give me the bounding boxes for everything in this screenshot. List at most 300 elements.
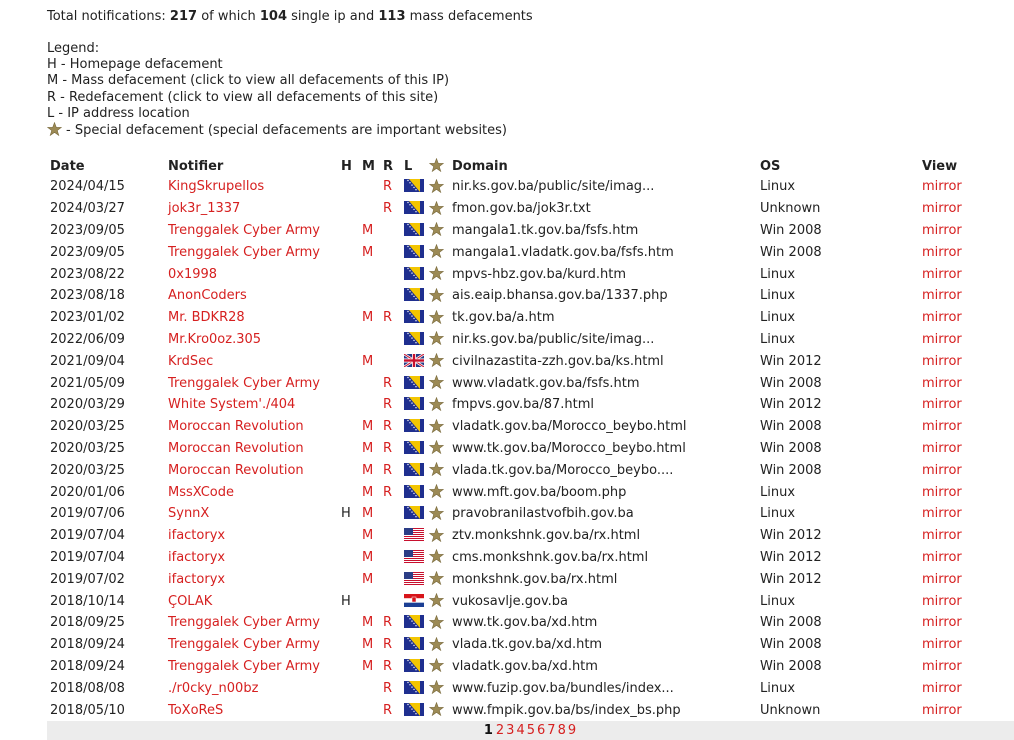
row-domain: vladatk.gov.ba/Morocco_beybo.html [452,419,687,435]
row-notifier-link[interactable]: ToXoReS [168,702,224,718]
bosnia-flag-icon [404,703,424,716]
row-notifier-link[interactable]: 0x1998 [168,266,218,282]
row-notifier-link[interactable]: Moroccan Revolution [168,462,304,478]
bosnia-flag-icon [404,332,424,345]
star-icon [429,528,444,542]
croatia-flag-icon [404,594,424,607]
row-os: Win 2012 [760,528,822,544]
row-notifier-link[interactable]: KingSkrupellos [168,179,265,195]
table-row [47,350,1014,372]
table-row [47,547,1014,569]
table-row [47,307,1014,329]
row-h-flag [338,459,359,481]
row-redeface-link[interactable]: R [383,702,393,718]
star-icon [429,571,444,585]
row-h-flag [338,176,359,198]
row-date: 2019/07/04 [50,528,125,544]
row-domain: monkshnk.gov.ba/rx.html [452,571,618,587]
row-os: Unknown [760,201,821,217]
row-mass-link[interactable]: M [362,484,374,500]
col-date: Date [50,158,85,174]
row-date: 2023/08/22 [50,266,125,282]
star-icon [429,462,444,476]
row-mirror-link[interactable]: mirror [922,615,962,631]
row-domain: www.tk.gov.ba/xd.htm [452,615,598,631]
row-mass-link[interactable]: M [362,440,374,456]
star-icon [429,288,444,302]
row-notifier-link[interactable]: Moroccan Revolution [168,440,304,456]
row-os: Linux [760,506,796,522]
col-l: L [404,158,413,174]
row-mass-link [359,699,380,721]
row-mass-link[interactable]: M [362,462,374,478]
row-domain: vlada.tk.gov.ba/xd.htm [452,637,603,653]
row-h-flag [338,699,359,721]
row-notifier-link[interactable]: White System'./404 [168,397,296,413]
col-r: R [383,158,394,174]
bosnia-flag-icon [404,288,424,301]
row-mirror-link[interactable]: mirror [922,179,962,195]
row-mirror-link[interactable]: mirror [922,331,962,347]
star-icon [429,593,444,607]
bosnia-flag-icon [404,463,424,476]
row-redeface-link[interactable]: R [383,680,393,696]
legend-special [47,122,507,139]
summary-mid2: single ip and [291,9,375,24]
row-os: Unknown [760,702,821,718]
bosnia-flag-icon [404,179,424,192]
table-row [47,568,1014,590]
row-mirror-link[interactable]: mirror [922,680,962,696]
row-date: 2018/09/24 [50,658,125,674]
row-notifier-link[interactable]: AnonCoders [168,288,247,304]
row-notifier-link[interactable]: MssXCode [168,484,235,500]
row-h-flag: H [341,593,351,609]
table-row [47,503,1014,525]
table-row [47,612,1014,634]
bosnia-flag-icon [404,615,424,628]
row-redeface-link[interactable]: R [383,637,393,653]
star-icon [429,397,444,411]
row-notifier-link[interactable]: Mr. BDKR28 [168,310,245,326]
row-domain: vukosavlje.gov.ba [452,593,568,609]
row-h-flag [338,438,359,460]
row-redeface-link [380,285,401,307]
legend [47,41,507,139]
row-mass-link[interactable]: M [362,571,374,587]
total-count: 217 [169,9,198,24]
row-domain: mangala1.tk.gov.ba/fsfs.htm [452,222,639,238]
row-h-flag [338,612,359,634]
bosnia-flag-icon [404,485,424,498]
bosnia-flag-icon [404,637,424,650]
summary-suffix: mass defacements [409,9,533,24]
page-link[interactable]: 8 [557,723,566,738]
row-notifier-link[interactable]: ifactoryx [168,528,226,544]
row-os: Linux [760,680,796,696]
row-redeface-link [380,220,401,242]
row-h-flag [338,547,359,569]
row-date: 2023/09/05 [50,222,125,238]
row-os: Win 2008 [760,440,822,456]
row-mirror-link[interactable]: mirror [922,506,962,522]
row-os: Linux [760,288,796,304]
row-redeface-link[interactable]: R [383,179,393,195]
row-mass-link[interactable]: M [362,549,374,565]
row-notifier-link[interactable]: Trenggalek Cyber Army [168,222,320,238]
table-row [47,198,1014,220]
row-mass-link[interactable]: M [362,528,374,544]
defacements-table [47,156,1014,721]
row-domain: vladatk.gov.ba/xd.htm [452,658,598,674]
row-domain: mangala1.vladatk.gov.ba/fsfs.htm [452,244,674,260]
row-domain: www.fmpik.gov.ba/bs/index_bs.php [452,702,681,718]
row-domain: www.fuzip.gov.ba/bundles/index... [452,680,674,696]
bosnia-flag-icon [404,267,424,280]
star-icon [429,201,444,215]
row-h-flag [338,285,359,307]
row-h-flag [338,568,359,590]
page-link[interactable]: 7 [547,723,556,738]
row-date: 2023/01/02 [50,310,125,326]
bosnia-flag-icon [404,376,424,389]
bosnia-flag-icon [404,441,424,454]
row-domain: fmon.gov.ba/jok3r.txt [452,201,591,217]
row-os: Win 2008 [760,462,822,478]
row-redeface-link[interactable]: R [383,615,393,631]
row-os: Linux [760,266,796,282]
row-mirror-link[interactable]: mirror [922,419,962,435]
row-redeface-link[interactable]: R [383,201,393,217]
row-redeface-link [380,241,401,263]
star-icon [429,353,444,367]
row-mirror-link[interactable]: mirror [922,353,962,369]
page-link[interactable]: 9 [567,723,577,738]
star-icon [47,122,62,136]
row-notifier-link[interactable]: Moroccan Revolution [168,419,304,435]
row-domain: nir.ks.gov.ba/public/site/imag... [452,331,655,347]
row-mass-link [359,677,380,699]
star-icon [429,419,444,433]
table-row [47,263,1014,285]
row-mirror-link[interactable]: mirror [922,528,962,544]
table-row [47,459,1014,481]
star-icon [429,331,444,345]
star-icon [429,266,444,280]
row-redeface-link [380,547,401,569]
row-mirror-link[interactable]: mirror [922,593,962,609]
row-domain: www.tk.gov.ba/Morocco_beybo.html [452,440,686,456]
row-redeface-link[interactable]: R [383,310,393,326]
row-mirror-link[interactable]: mirror [922,571,962,587]
row-mirror-link[interactable]: mirror [922,637,962,653]
bosnia-flag-icon [404,310,424,323]
table-row [47,677,1014,699]
row-redeface-link[interactable]: R [383,462,393,478]
row-mirror-link[interactable]: mirror [922,266,962,282]
row-redeface-link[interactable]: R [383,419,393,435]
table-header-row [47,156,1014,176]
table-row [47,481,1014,503]
bosnia-flag-icon [404,245,424,258]
notifications-summary [47,9,533,24]
row-mirror-link[interactable]: mirror [922,288,962,304]
row-notifier-link[interactable]: ./r0cky_n00bz [168,680,259,696]
col-os: OS [760,158,781,174]
star-icon [429,222,444,236]
bosnia-flag-icon [404,397,424,410]
star-icon [429,702,444,716]
star-icon [429,658,444,672]
page-link[interactable]: 3 [506,723,515,738]
us-flag-icon [404,550,424,563]
row-domain: www.mft.gov.ba/boom.php [452,484,627,500]
row-redeface-link [380,590,401,612]
row-domain: pravobranilastvofbih.gov.ba [452,506,634,522]
row-mass-link[interactable]: M [362,310,374,326]
row-mass-link [359,372,380,394]
row-mirror-link[interactable]: mirror [922,201,962,217]
row-h-flag [338,634,359,656]
legend-h: H - Homepage defacement [47,57,223,73]
row-date: 2023/08/18 [50,288,125,304]
table-row [47,525,1014,547]
row-date: 2024/03/27 [50,201,125,217]
col-domain: Domain [452,158,508,174]
row-date: 2019/07/02 [50,571,125,587]
row-os: Win 2008 [760,658,822,674]
legend-r: R - Redefacement (click to view all defacements of this site) [47,89,439,105]
row-redeface-link [380,525,401,547]
row-h-flag [338,198,359,220]
row-h-flag [338,329,359,351]
row-date: 2024/04/15 [50,179,125,195]
star-icon [429,506,444,520]
row-notifier-link[interactable]: ÇOLAK [168,593,213,609]
single-ip-count: 104 [259,9,288,24]
row-domain: civilnazastita-zzh.gov.ba/ks.html [452,353,664,369]
bosnia-flag-icon [404,506,424,519]
star-icon [429,484,444,498]
row-os: Linux [760,593,796,609]
row-h-flag: H [341,506,351,522]
table-row [47,285,1014,307]
row-os: Win 2008 [760,419,822,435]
row-mass-link[interactable]: M [362,658,374,674]
row-os: Linux [760,484,796,500]
table-row [47,241,1014,263]
row-mass-link[interactable]: M [362,222,374,238]
row-mass-link [359,329,380,351]
row-date: 2019/07/04 [50,549,125,565]
row-mass-link[interactable]: M [362,353,374,369]
star-icon [429,615,444,629]
legend-l: L - IP address location [47,105,190,121]
page-link[interactable]: 6 [537,723,546,738]
row-mass-link[interactable]: M [362,506,374,522]
bosnia-flag-icon [404,201,424,214]
row-mass-link [359,198,380,220]
page-link[interactable]: 4 [516,723,525,738]
table-row [47,656,1014,678]
row-notifier-link[interactable]: Trenggalek Cyber Army [168,637,320,653]
row-notifier-link[interactable]: ifactoryx [168,571,226,587]
row-domain: ais.eaip.bhansa.gov.ba/1337.php [452,288,668,304]
row-mirror-link[interactable]: mirror [922,549,962,565]
star-icon [429,637,444,651]
row-domain: ztv.monkshnk.gov.ba/rx.html [452,528,641,544]
bosnia-flag-icon [404,659,424,672]
uk-flag-icon [404,354,424,367]
row-redeface-link[interactable]: R [383,484,393,500]
row-mirror-link[interactable]: mirror [922,484,962,500]
star-icon [429,549,444,563]
summary-mid1: of which [201,9,256,24]
row-mass-link [359,590,380,612]
row-h-flag [338,677,359,699]
page-link[interactable]: 2 [495,723,505,738]
row-mirror-link[interactable]: mirror [922,462,962,478]
row-os: Win 2008 [760,637,822,653]
col-m: M [362,158,375,174]
summary-prefix: Total notifications: [47,9,166,24]
table-row [47,590,1014,612]
row-date: 2018/05/10 [50,702,125,718]
table-row [47,372,1014,394]
row-os: Linux [760,310,796,326]
row-date: 2021/05/09 [50,375,125,391]
row-os: Win 2012 [760,353,822,369]
bosnia-flag-icon [404,419,424,432]
row-date: 2022/06/09 [50,331,125,347]
row-notifier-link[interactable]: jok3r_1337 [168,201,241,217]
row-mass-link [359,394,380,416]
page-link[interactable]: 5 [526,723,536,738]
row-domain: nir.ks.gov.ba/public/site/imag... [452,179,655,195]
row-domain: www.vladatk.gov.ba/fsfs.htm [452,375,640,391]
row-mirror-link[interactable]: mirror [922,222,962,238]
row-h-flag [338,241,359,263]
table-row [47,438,1014,460]
row-os: Win 2012 [760,397,822,413]
row-mirror-link[interactable]: mirror [922,658,962,674]
row-date: 2020/03/25 [50,462,125,478]
row-mirror-link[interactable]: mirror [922,440,962,456]
pagination [47,721,1014,740]
star-icon [429,680,444,694]
row-mirror-link[interactable]: mirror [922,702,962,718]
row-notifier-link[interactable]: Trenggalek Cyber Army [168,244,320,260]
row-os: Linux [760,179,796,195]
row-os: Win 2008 [760,615,822,631]
row-os: Win 2012 [760,571,822,587]
mass-count: 113 [378,9,406,24]
star-icon [429,310,444,324]
row-h-flag [338,394,359,416]
row-redeface-link[interactable]: R [383,397,393,413]
row-notifier-link[interactable]: Trenggalek Cyber Army [168,615,320,631]
row-h-flag [338,372,359,394]
row-os: Win 2008 [760,244,822,260]
row-mirror-link[interactable]: mirror [922,375,962,391]
table-row [47,329,1014,351]
col-notifier: Notifier [168,158,224,174]
legend-title: Legend: [47,41,100,56]
star-icon [429,440,444,454]
row-mass-link[interactable]: M [362,637,374,653]
row-redeface-link [380,350,401,372]
row-h-flag [338,350,359,372]
row-h-flag [338,416,359,438]
star-icon [429,158,444,172]
row-date: 2018/09/24 [50,637,125,653]
row-h-flag [338,220,359,242]
row-mass-link[interactable]: M [362,615,374,631]
row-redeface-link[interactable]: R [383,375,393,391]
row-notifier-link[interactable]: Trenggalek Cyber Army [168,375,320,391]
row-date: 2020/03/25 [50,419,125,435]
table-row [47,416,1014,438]
row-notifier-link[interactable]: ifactoryx [168,549,226,565]
row-os: Win 2008 [760,375,822,391]
star-icon [429,375,444,389]
row-domain: cms.monkshnk.gov.ba/rx.html [452,549,649,565]
row-h-flag [338,263,359,285]
row-mirror-link[interactable]: mirror [922,244,962,260]
row-h-flag [338,481,359,503]
row-notifier-link[interactable]: Trenggalek Cyber Army [168,658,320,674]
row-mass-link[interactable]: M [362,419,374,435]
row-mass-link[interactable]: M [362,244,374,260]
us-flag-icon [404,528,424,541]
col-view: View [922,158,958,174]
row-mirror-link[interactable]: mirror [922,397,962,413]
row-os: Linux [760,331,796,347]
table-row [47,699,1014,721]
row-domain: mpvs-hbz.gov.ba/kurd.htm [452,266,627,282]
us-flag-icon [404,572,424,585]
row-date: 2021/09/04 [50,353,125,369]
row-date: 2023/09/05 [50,244,125,260]
row-mirror-link[interactable]: mirror [922,310,962,326]
row-notifier-link[interactable]: Mr.Kro0oz.305 [168,331,262,347]
row-domain: tk.gov.ba/a.htm [452,310,555,326]
table-row [47,634,1014,656]
row-mass-link [359,176,380,198]
row-notifier-link[interactable]: KrdSec [168,353,214,369]
row-date: 2020/03/29 [50,397,125,413]
row-redeface-link [380,329,401,351]
star-icon [429,179,444,193]
row-date: 2018/10/14 [50,593,125,609]
row-date: 2019/07/06 [50,506,125,522]
table-row [47,220,1014,242]
row-mass-link [359,285,380,307]
row-redeface-link[interactable]: R [383,658,393,674]
star-icon [429,244,444,258]
page-current: 1 [483,723,493,738]
row-mass-link [359,263,380,285]
row-h-flag [338,525,359,547]
row-redeface-link[interactable]: R [383,440,393,456]
row-notifier-link[interactable]: SynnX [168,506,210,522]
col-special [426,156,449,176]
table-row [47,394,1014,416]
row-os: Win 2008 [760,222,822,238]
row-redeface-link [380,568,401,590]
row-date: 2018/09/25 [50,615,125,631]
row-redeface-link [380,503,401,525]
